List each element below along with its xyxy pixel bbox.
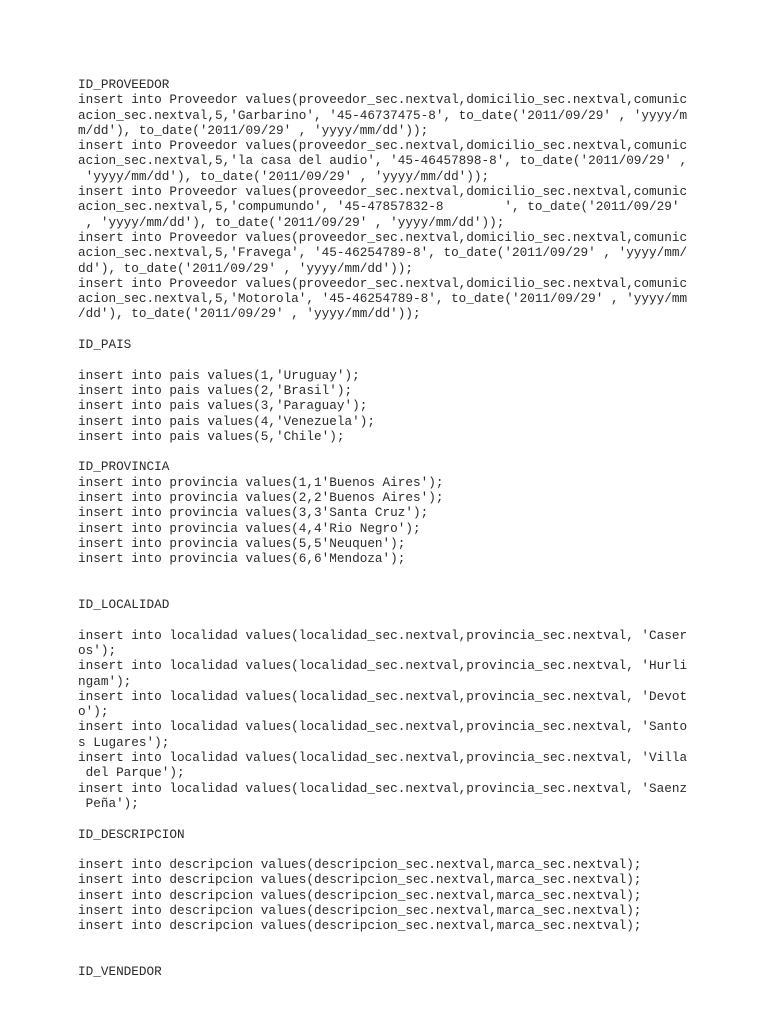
blank-line <box>78 934 698 949</box>
code-line: insert into provincia values(3,3'Santa Cruz'); <box>78 505 429 521</box>
code-line: insert into Proveedor values(proveedor_sec.nextval,domicilio_sec.nextval,comunic <box>78 184 688 200</box>
blank-line <box>78 582 698 597</box>
section-heading: ID_PAIS <box>78 337 132 353</box>
code-line: insert into descripcion values(descripcion_sec.nextval,marca_sec.nextval); <box>78 903 642 919</box>
blank-line <box>78 612 698 627</box>
code-line: acion_sec.nextval,5,'Motorola', '45-46254789-8', to_date('2011/09/29' , 'yyyy/mm <box>78 291 688 307</box>
blank-line <box>78 811 698 826</box>
code-line: insert into Proveedor values(proveedor_sec.nextval,domicilio_sec.nextval,comunic <box>78 138 688 154</box>
code-line: insert into descripcion values(descripcion_sec.nextval,marca_sec.nextval); <box>78 887 642 903</box>
code-line: 'yyyy/mm/dd'), to_date('2011/09/29' , 'yyyy/mm/dd')); <box>78 168 490 184</box>
blank-line <box>78 352 698 367</box>
code-line: insert into localidad values(localidad_sec.nextval,provincia_sec.nextval, 'Saenz <box>78 780 688 796</box>
code-line: del Parque'); <box>78 765 185 781</box>
code-line: insert into descripcion values(descripcion_sec.nextval,marca_sec.nextval); <box>78 857 642 873</box>
section-heading: ID_DESCRIPCION <box>78 826 185 842</box>
section-heading: ID_VENDEDOR <box>78 964 162 980</box>
code-line: insert into pais values(4,'Venezuela'); <box>78 413 375 429</box>
section-heading: ID_PROVEEDOR <box>78 77 170 92</box>
code-line: dd'), to_date('2011/09/29' , 'yyyy/mm/dd')); <box>78 260 414 276</box>
code-line: Peña'); <box>78 795 139 811</box>
code-line: s Lugares'); <box>78 734 170 750</box>
blank-line <box>78 842 698 857</box>
sql-script-text <box>78 77 698 980</box>
blank-line <box>78 444 698 459</box>
blank-line <box>78 949 698 964</box>
code-line: ngam'); <box>78 673 132 689</box>
code-line: insert into pais values(2,'Brasil'); <box>78 382 353 398</box>
blank-line <box>78 567 698 582</box>
code-line: os'); <box>78 642 117 658</box>
code-line: insert into localidad values(localidad_sec.nextval,provincia_sec.nextval, 'Caser <box>78 627 688 643</box>
code-line: insert into pais values(3,'Paraguay'); <box>78 398 368 414</box>
code-line: insert into pais values(1,'Uruguay'); <box>78 367 360 383</box>
code-line: insert into localidad values(localidad_sec.nextval,provincia_sec.nextval, 'Devot <box>78 688 688 704</box>
code-line: , 'yyyy/mm/dd'), to_date('2011/09/29' , 'yyyy/mm/dd')); <box>78 214 505 230</box>
code-line: acion_sec.nextval,5,'Garbarino', '45-46737475-8', to_date('2011/09/29' , 'yyyy/m <box>78 107 688 123</box>
code-line: insert into provincia values(1,1'Buenos Aires'); <box>78 474 444 490</box>
code-line: insert into Proveedor values(proveedor_sec.nextval,domicilio_sec.nextval,comunic <box>78 229 688 245</box>
code-line: insert into provincia values(4,4'Rio Negro'); <box>78 520 421 536</box>
section-heading: ID_PROVINCIA <box>78 459 170 475</box>
code-line: insert into localidad values(localidad_sec.nextval,provincia_sec.nextval, 'Hurli <box>78 658 688 674</box>
code-line: insert into descripcion values(descripcion_sec.nextval,marca_sec.nextval); <box>78 872 642 888</box>
code-line: insert into pais values(5,'Chile'); <box>78 428 345 444</box>
code-line: insert into localidad values(localidad_sec.nextval,provincia_sec.nextval, 'Santo <box>78 719 688 735</box>
section-heading: ID_LOCALIDAD <box>78 597 170 613</box>
code-line: insert into localidad values(localidad_sec.nextval,provincia_sec.nextval, 'Villa <box>78 750 688 766</box>
code-line: acion_sec.nextval,5,'la casa del audio', '45-46457898-8', to_date('2011/09/29' , <box>78 153 688 169</box>
code-line: acion_sec.nextval,5,'compumundo', '45-47857832-8 ', to_date('2011/09/29' <box>78 199 680 215</box>
blank-line <box>78 322 698 337</box>
code-line: m/dd'), to_date('2011/09/29' , 'yyyy/mm/dd')); <box>78 122 429 138</box>
code-line: o'); <box>78 704 109 720</box>
code-line: acion_sec.nextval,5,'Fravega', '45-46254789-8', to_date('2011/09/29' , 'yyyy/mm/ <box>78 245 688 261</box>
code-line: insert into Proveedor values(proveedor_sec.nextval,domicilio_sec.nextval,comunic <box>78 92 688 108</box>
code-line: insert into provincia values(5,5'Neuquen'); <box>78 535 406 551</box>
code-line: insert into provincia values(2,2'Buenos Aires'); <box>78 490 444 506</box>
code-line: insert into provincia values(6,6'Mendoza'); <box>78 551 406 567</box>
code-line: insert into descripcion values(descripcion_sec.nextval,marca_sec.nextval); <box>78 918 642 934</box>
code-line: /dd'), to_date('2011/09/29' , 'yyyy/mm/dd')); <box>78 306 421 322</box>
code-line: insert into Proveedor values(proveedor_sec.nextval,domicilio_sec.nextval,comunic <box>78 275 688 291</box>
